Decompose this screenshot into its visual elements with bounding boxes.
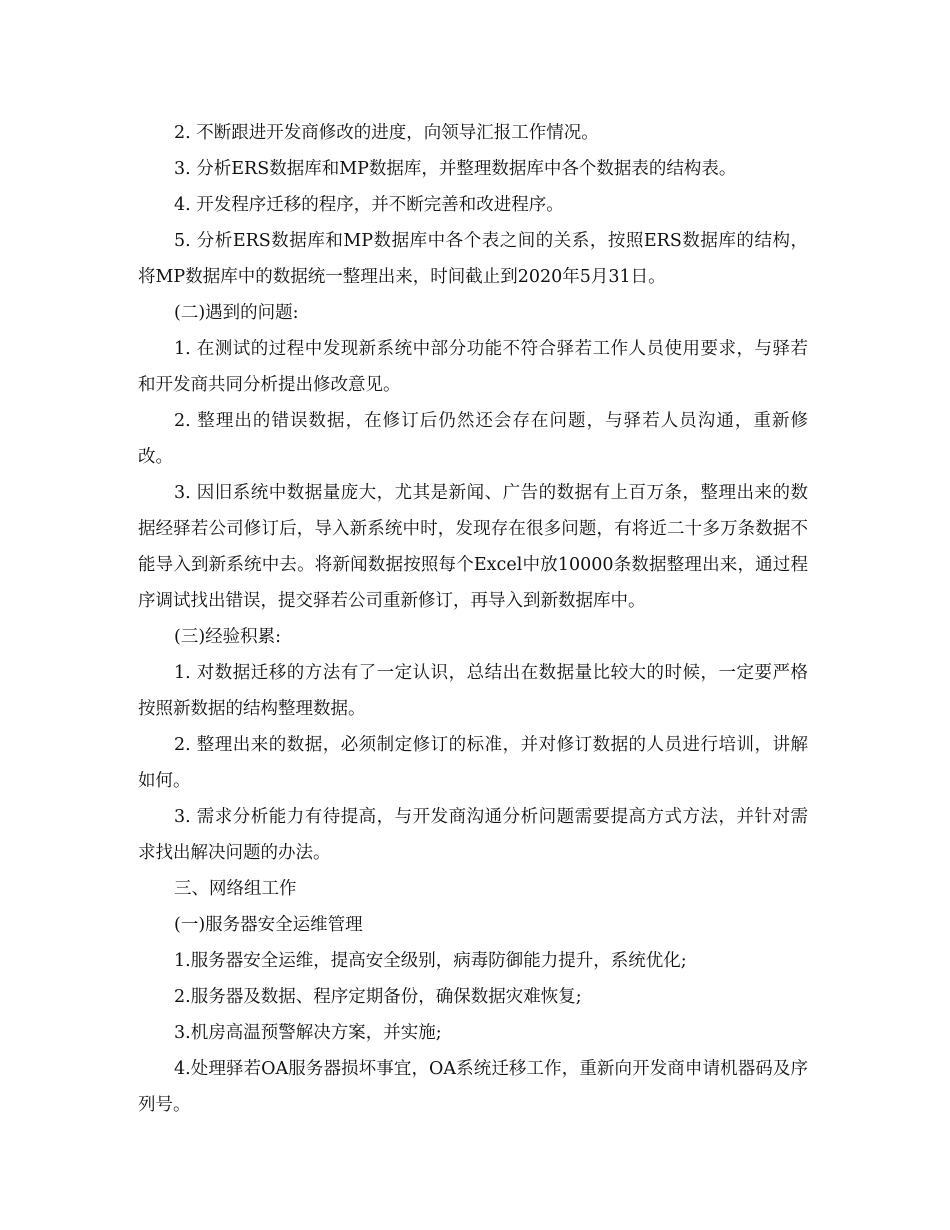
list-item-progress-tracking: 2. 不断跟进开发商修改的进度，向领导汇报工作情况。 [174,123,599,143]
section-heading-problems: (二)遇到的问题: [174,303,299,323]
problem-item-1: 1. 在测试的过程中发现新系统中部分功能不符合驿若工作人员使用要求，与驿若和开发商共同分析提出修改意见。 [138,339,808,395]
problem-item-2: 2. 整理出的错误数据，在修订后仍然还会存在问题，与驿若人员沟通，重新修改。 [138,411,808,467]
subsection-heading-server-ops: (一)服务器安全运维管理 [174,915,363,935]
section-heading-experience: (三)经验积累: [174,627,282,647]
server-ops-item-3: 3.机房高温预警解决方案，并实施; [174,1023,442,1043]
server-ops-item-1: 1.服务器安全运维，提高安全级别，病毒防御能力提升，系统优化; [174,951,687,971]
list-item-analyze-databases: 3. 分析ERS数据库和MP数据库，并整理数据库中各个数据表的结构表。 [174,159,737,179]
server-ops-item-4: 4.处理驿若OA服务器损坏事宜，OA系统迁移工作，重新向开发商申请机器码及序列号。 [138,1059,808,1115]
experience-item-2: 2. 整理出来的数据，必须制定修订的标准，并对修订数据的人员进行培训，讲解如何。 [138,735,808,791]
experience-item-1: 1. 对数据迁移的方法有了一定认识，总结出在数据量比较大的时候，一定要严格按照新数据的结构整理数据。 [138,663,808,719]
list-item-table-relations: 5. 分析ERS数据库和MP数据库中各个表之间的关系，按照ERS数据库的结构，将MP数据库中的数据统一整理出来，时间截止到2020年5月31日。 [138,231,808,287]
section-heading-network-group: 三、网络组工作 [174,879,297,899]
list-item-migration-program: 4. 开发程序迁移的程序，并不断完善和改进程序。 [174,195,564,215]
experience-item-3: 3. 需求分析能力有待提高，与开发商沟通分析问题需要提高方式方法，并针对需求找出解决问题的办法。 [138,807,808,863]
server-ops-item-2: 2.服务器及数据、程序定期备份，确保数据灾难恢复; [174,987,582,1007]
problem-item-3: 3. 因旧系统中数据量庞大，尤其是新闻、广告的数据有上百万条，整理出来的数据经驿若公司修订后，导入新系统中时，发现存在很多问题，有将近二十多万条数据不能导入到新系统中去。将新闻数据按照每个Excel中放10000条数据整理出来，通过程序调试找出错误，提交驿若公司重新修订，再导入到新数据库中。 [138,483,808,611]
document-body [138,115,808,1123]
